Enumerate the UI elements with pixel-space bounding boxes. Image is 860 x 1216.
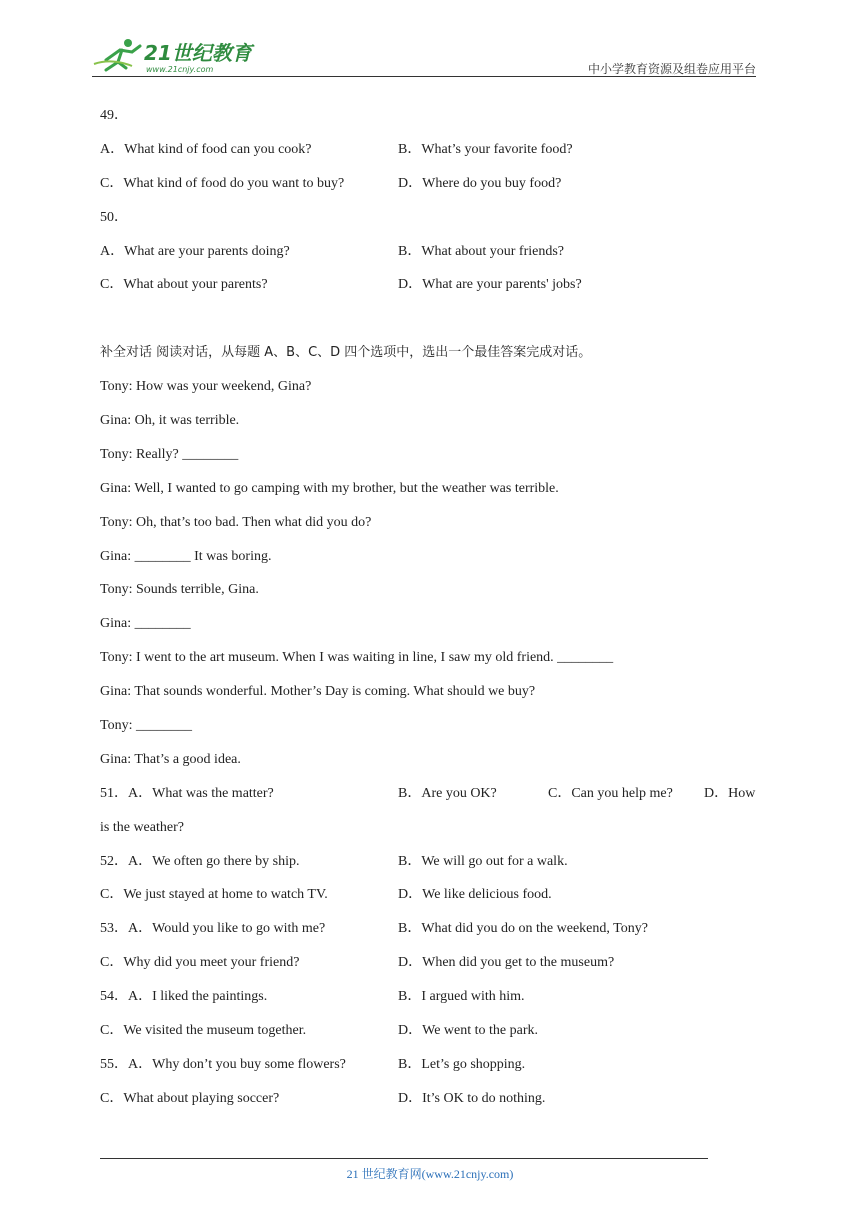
dialogue-line: Gina: That sounds wonderful. Mother’s Day is coming. What should we buy? bbox=[100, 684, 536, 700]
question-55-options-ab bbox=[100, 1053, 772, 1087]
option-d: D．We like delicious food. bbox=[398, 887, 552, 903]
option-c: C．Can you help me? bbox=[548, 785, 673, 801]
question-52-options-cd bbox=[100, 883, 772, 917]
svg-text:www.21cnjy.com: www.21cnjy.com bbox=[146, 65, 214, 74]
question-50-number: 50． bbox=[100, 209, 128, 225]
option-d: D．When did you get to the museum? bbox=[398, 955, 615, 971]
dialogue-line: Gina: ________ It was boring. bbox=[100, 548, 272, 564]
option-c: C．We visited the museum together. bbox=[100, 1023, 307, 1039]
dialogue-line: Tony: Sounds terrible, Gina. bbox=[100, 582, 259, 598]
dialogue-line: Tony: ________ bbox=[100, 718, 192, 734]
site-logo bbox=[92, 36, 262, 76]
platform-title: 中小学教育资源及组卷应用平台 bbox=[587, 62, 756, 76]
option-a: 53．A．Would you like to go with me? bbox=[100, 921, 326, 937]
question-50-options-ab bbox=[100, 240, 772, 274]
option-c: C．What about your parents? bbox=[100, 277, 268, 293]
header-divider bbox=[92, 76, 756, 77]
option-b: B．What’s your favorite food? bbox=[398, 141, 573, 157]
question-55-options-cd bbox=[100, 1087, 772, 1121]
document-body bbox=[100, 104, 772, 1121]
option-d: D．It’s OK to do nothing. bbox=[398, 1090, 546, 1106]
svg-text:21世纪教育: 21世纪教育 bbox=[144, 41, 252, 65]
option-b: B．What did you do on the weekend, Tony? bbox=[398, 921, 648, 937]
footer-divider bbox=[100, 1158, 708, 1159]
option-c: C．We just stayed at home to watch TV. bbox=[100, 887, 328, 903]
section-instruction: 补全对话 阅读对话，从每题 A、B、C、D 四个选项中，选出一个最佳答案完成对话。 bbox=[100, 345, 592, 361]
question-51-option-d-continued: is the weather? bbox=[100, 819, 184, 835]
footer-link[interactable]: 21 世纪教育网(www.21cnjy.com) bbox=[346, 1167, 514, 1181]
question-53-options-ab bbox=[100, 917, 772, 951]
option-b: B．We will go out for a walk. bbox=[398, 853, 568, 869]
option-b: B．Let’s go shopping. bbox=[398, 1056, 526, 1072]
option-a: 51．A．What was the matter? bbox=[100, 785, 274, 801]
option-a: 52．A．We often go there by ship. bbox=[100, 853, 300, 869]
runner-logo-icon bbox=[92, 36, 262, 76]
question-49-number: 49． bbox=[100, 108, 128, 123]
option-a: 54．A．I liked the paintings. bbox=[100, 989, 268, 1005]
dialogue-line: Tony: Oh, that’s too bad. Then what did you do? bbox=[100, 514, 372, 530]
question-49-options-cd bbox=[100, 172, 772, 206]
option-a: A．What kind of food can you cook? bbox=[100, 141, 312, 157]
question-54-options-cd bbox=[100, 1019, 772, 1053]
option-a: A．What are your parents doing? bbox=[100, 243, 290, 259]
dialogue-line: Gina: Oh, it was terrible. bbox=[100, 413, 240, 429]
page-header bbox=[92, 32, 756, 78]
option-c: C．Why did you meet your friend? bbox=[100, 955, 300, 971]
question-52-options-ab bbox=[100, 850, 772, 884]
question-54-options-ab bbox=[100, 985, 772, 1019]
option-c: C．What kind of food do you want to buy? bbox=[100, 175, 345, 191]
option-d: D．How bbox=[704, 785, 756, 801]
question-50-options-cd bbox=[100, 273, 772, 307]
question-51-options bbox=[100, 782, 772, 816]
option-b: B．What about your friends? bbox=[398, 243, 565, 259]
option-d: D．Where do you buy food? bbox=[398, 175, 562, 191]
dialogue-line: Gina: ________ bbox=[100, 616, 191, 632]
option-a: 55．A．Why don’t you buy some flowers? bbox=[100, 1056, 346, 1072]
question-53-options-cd bbox=[100, 951, 772, 985]
dialogue-line: Gina: Well, I wanted to go camping with my brother, but the weather was terrible. bbox=[100, 480, 559, 496]
option-b: B．I argued with him. bbox=[398, 989, 525, 1005]
option-c: C．What about playing soccer? bbox=[100, 1090, 280, 1106]
dialogue-line: Gina: That’s a good idea. bbox=[100, 751, 241, 767]
option-d: D．What are your parents' jobs? bbox=[398, 277, 582, 293]
option-d: D．We went to the park. bbox=[398, 1023, 538, 1039]
question-49-options-ab bbox=[100, 138, 772, 172]
option-b: B．Are you OK? bbox=[398, 785, 497, 801]
dialogue-line: Tony: How was your weekend, Gina? bbox=[100, 379, 312, 395]
dialogue-line: Tony: Really? ________ bbox=[100, 446, 239, 462]
dialogue-line: Tony: I went to the art museum. When I was waiting in line, I saw my old friend. ________ bbox=[100, 650, 614, 666]
